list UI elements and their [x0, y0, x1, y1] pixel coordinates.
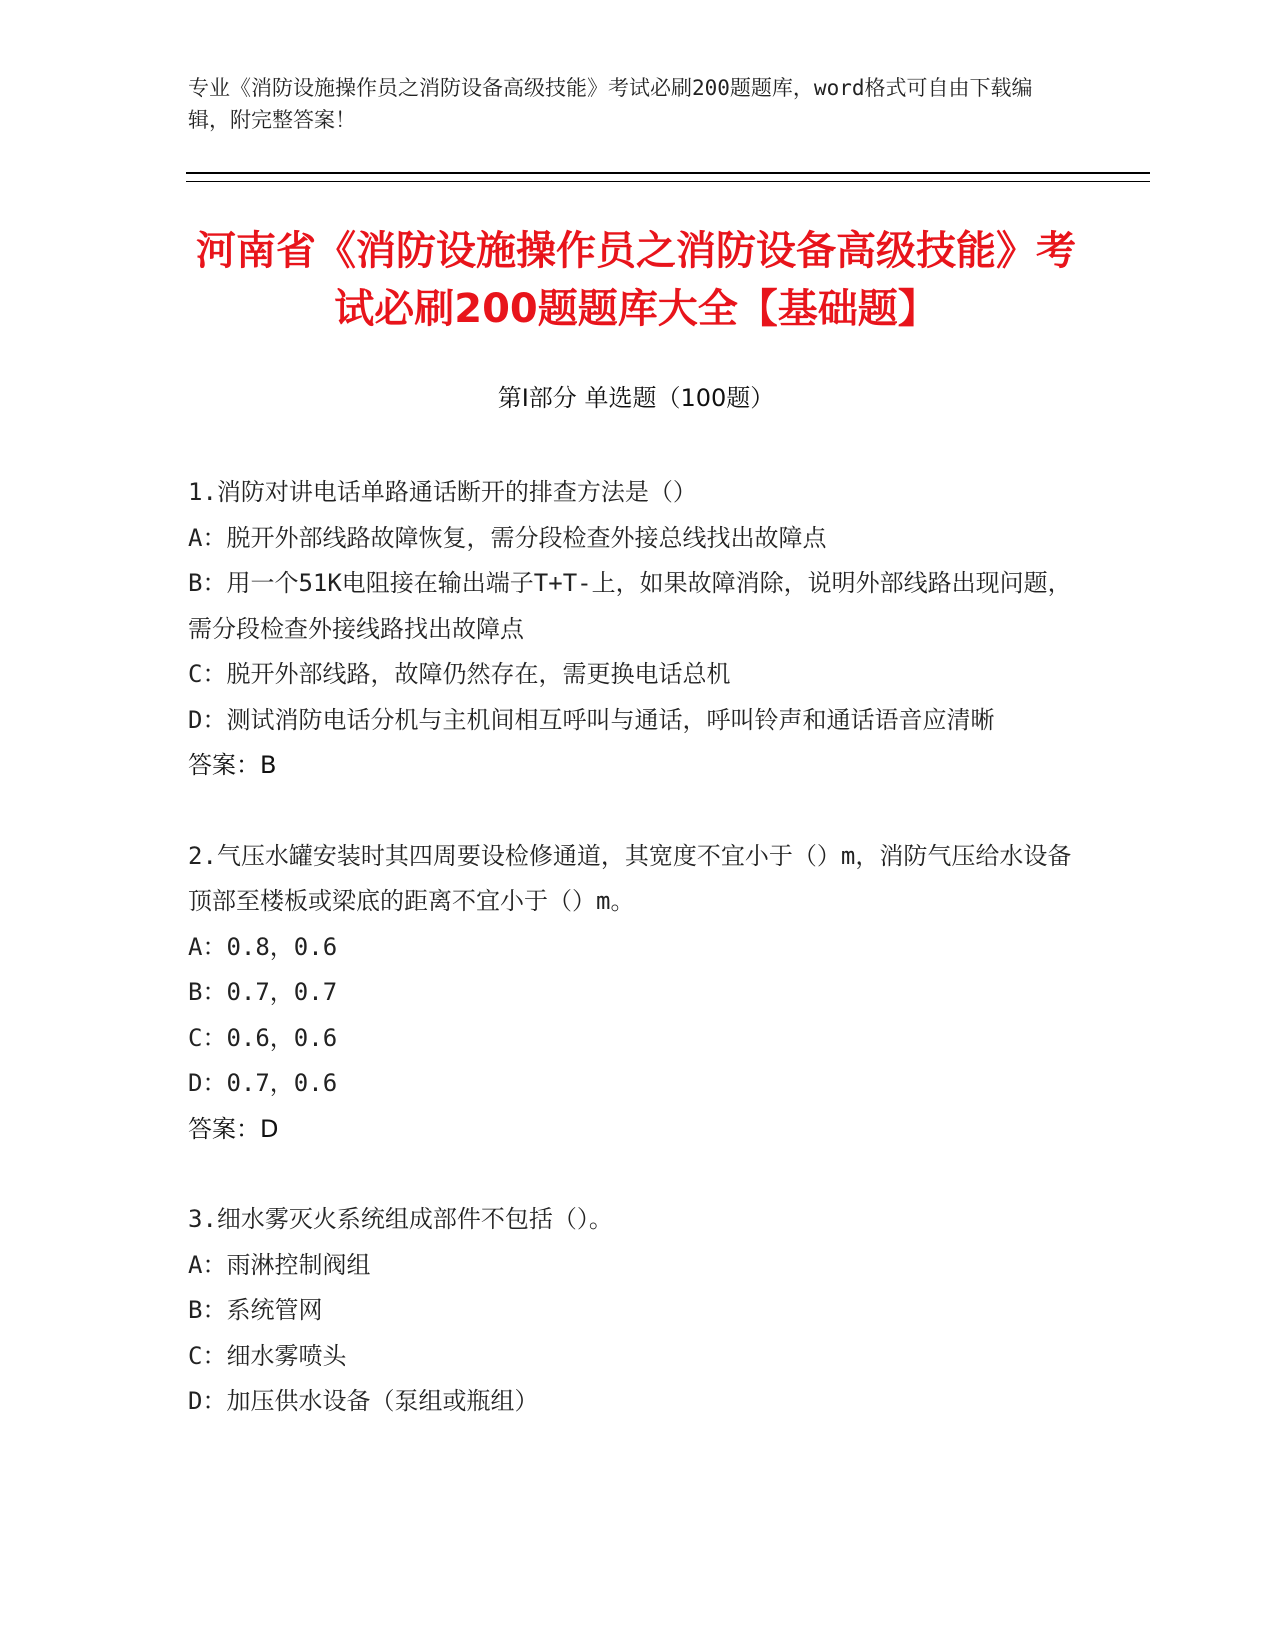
question-list: [188, 470, 1088, 1470]
option-d: D：加压供水设备（泵组或瓶组）: [188, 1387, 539, 1415]
option-c: C：脱开外部线路，故障仍然存在，需更换电话总机: [188, 660, 731, 688]
answer-line: 答案：D: [188, 1114, 279, 1143]
header-divider-thick: [186, 172, 1150, 174]
question-3: [188, 1197, 1088, 1425]
question-2: [188, 834, 1088, 1153]
option-c: C：0.6，0.6: [188, 1023, 338, 1052]
option-a: A：0.8，0.6: [188, 932, 338, 961]
header-note: 专业《消防设施操作员之消防设备高级技能》考试必刷200题题库，word格式可自由下载编辑，附完整答案！: [188, 76, 1033, 132]
option-a: A：雨淋控制阀组: [188, 1250, 371, 1279]
option-a: A：脱开外部线路故障恢复，需分段检查外接总线找出故障点: [188, 523, 827, 552]
answer-line: 答案：B: [188, 751, 277, 779]
section-heading: 第I部分 单选题（100题）: [497, 384, 775, 412]
document-title: 河南省《消防设施操作员之消防设备高级技能》考试必刷200题题库大全【基础题】: [196, 228, 1076, 332]
question-stem: 2.气压水罐安装时其四周要设检修通道，其宽度不宜小于（）m，消防气压给水设备顶部至楼板或梁底的距离不宜小于（）m。: [188, 841, 1072, 915]
option-d: D：测试消防电话分机与主机间相互呼叫与通话，呼叫铃声和通话语音应清晰: [188, 705, 995, 734]
option-d: D：0.7，0.6: [188, 1069, 338, 1097]
option-c: C：细水雾喷头: [188, 1341, 347, 1370]
header-divider-thin: [186, 181, 1150, 182]
question-stem: 1.消防对讲电话单路通话断开的排查方法是（）: [188, 478, 697, 506]
option-b: B：系统管网: [188, 1296, 323, 1324]
option-b: B：用一个51K电阻接在输出端子T+T-上，如果故障消除，说明外部线路出现问题，需分段检查外接线路找出故障点: [188, 569, 1072, 643]
question-stem: 3.细水雾灭火系统组成部件不包括（）。: [188, 1205, 613, 1233]
option-b: B：0.7，0.7: [188, 978, 338, 1006]
question-1: [188, 470, 1088, 789]
